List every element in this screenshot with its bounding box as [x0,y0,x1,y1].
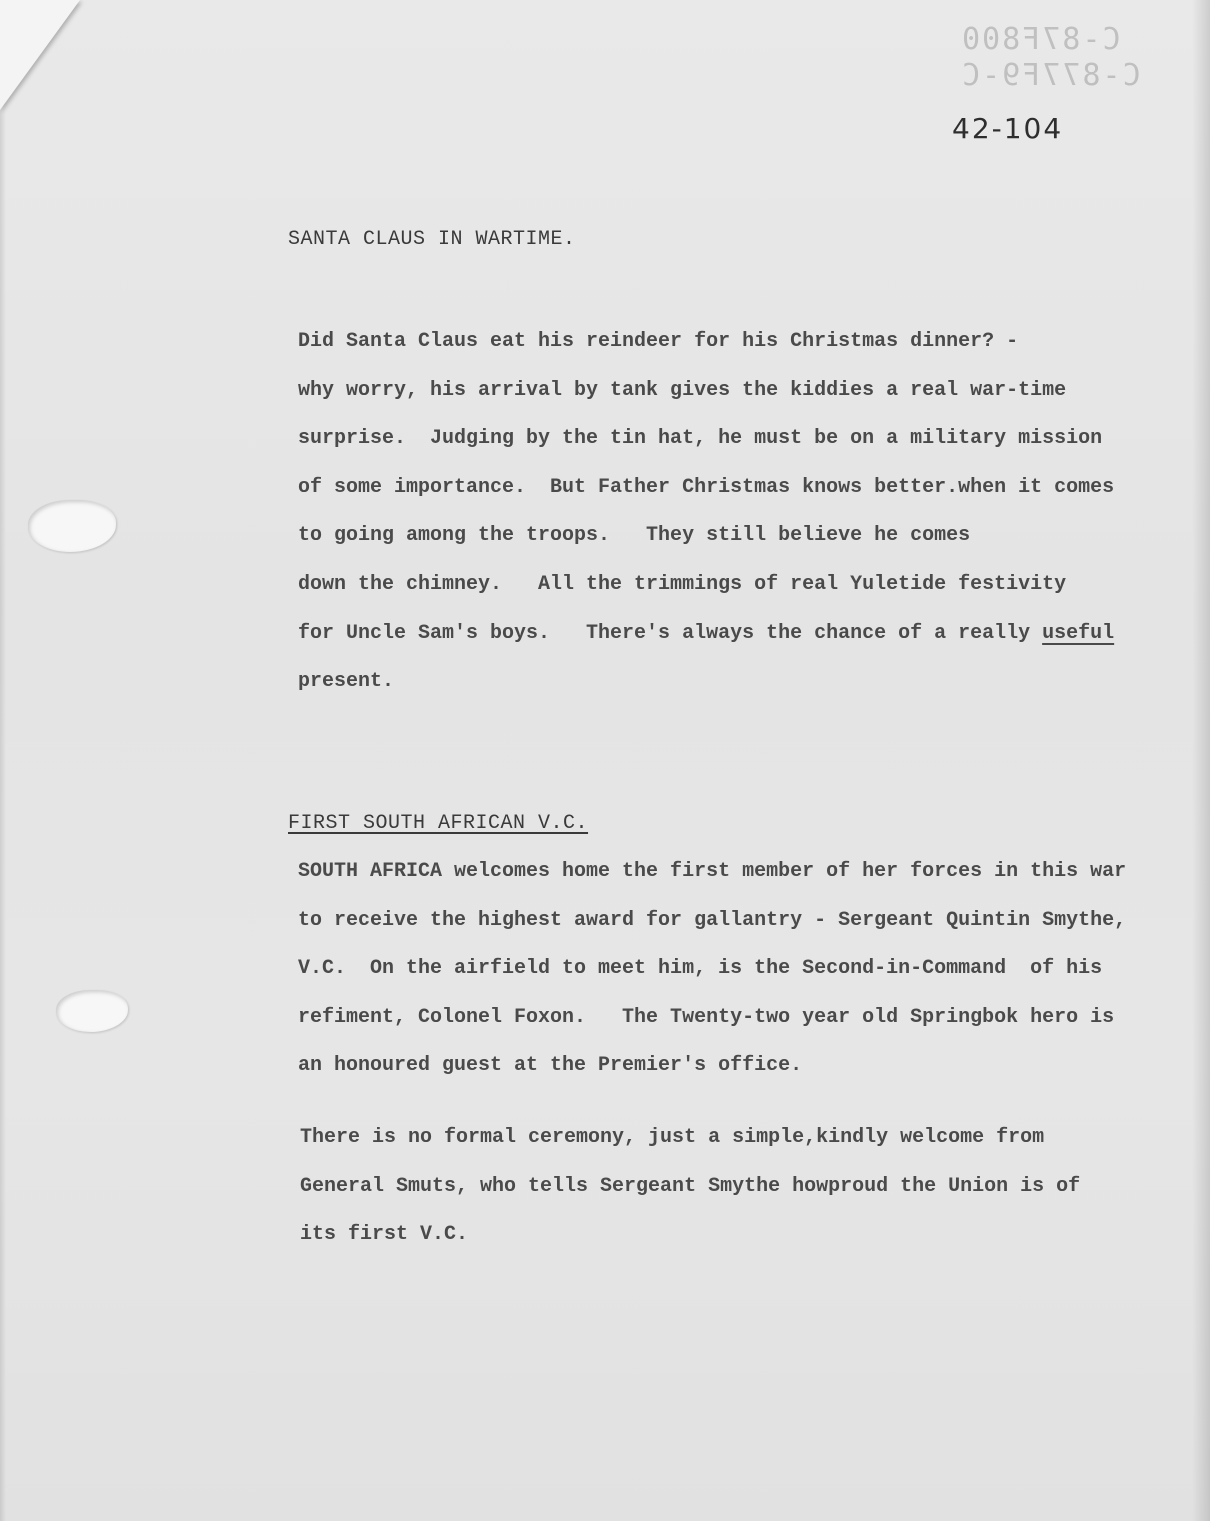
text-line: SOUTH AFRICA welcomes home the first member of her forces in this war [298,860,1127,883]
section-heading-santa-claus: SANTA CLAUS IN WARTIME. [288,228,576,251]
text-line [298,610,1114,659]
text-line: refiment, Colonel Foxon. The Twenty-two year old Springbok hero is [298,1005,1115,1029]
section-heading-first-south-african-vc: FIRST SOUTH AFRICAN V.C. [288,812,589,835]
text-line: of some importance. But Father Christmas knows better.when it comes [298,475,1115,499]
handwritten-document-number: 42-104 [952,112,1064,145]
text-line-start: for Uncle Sam's boys. There's always the chance of a really [298,621,1031,645]
text-line: surprise. Judging by the tin hat, he must be on a military mission [298,427,1103,451]
santa-claus-paragraph [298,318,1114,707]
text-line: to receive the highest award for gallantry - Sergeant Quintin Smythe, [298,908,1127,932]
mirrored-stamp: C-877F9-C [960,58,1141,93]
text-line: to going among the troops. They still believe he comes [298,524,971,548]
text-line: Did Santa Claus eat his reindeer for his Christmas dinner? - [298,330,1019,353]
punch-hole [28,500,116,552]
text-line: down the chimney. All the trimmings of real Yuletide festivity [298,572,1067,596]
text-line: its first V.C. [300,1223,469,1247]
south-african-vc-paragraph [298,848,1126,1091]
text-line: There is no formal ceremony, just a simple,kindly welcome from [300,1126,1045,1149]
text-line: an honoured guest at the Premier's office. [298,1054,803,1078]
folded-corner [0,0,80,110]
text-line: General Smuts, who tells Sergeant Smythe howproud the Union is of [300,1174,1081,1198]
page-edge-shadow [1192,0,1210,1521]
text-line: V.C. On the airfield to meet him, is the Second-in-Command of his [298,957,1103,981]
underlined-word: useful [1042,621,1115,645]
text-line: why worry, his arrival by tank gives the kiddies a real war-time [298,378,1067,402]
text-line: present. [298,670,395,694]
mirrored-stamp: C-87F800 [960,22,1121,57]
smuts-welcome-paragraph [300,1114,1080,1260]
page-edge-shadow [0,0,6,1521]
punch-hole [56,990,128,1032]
